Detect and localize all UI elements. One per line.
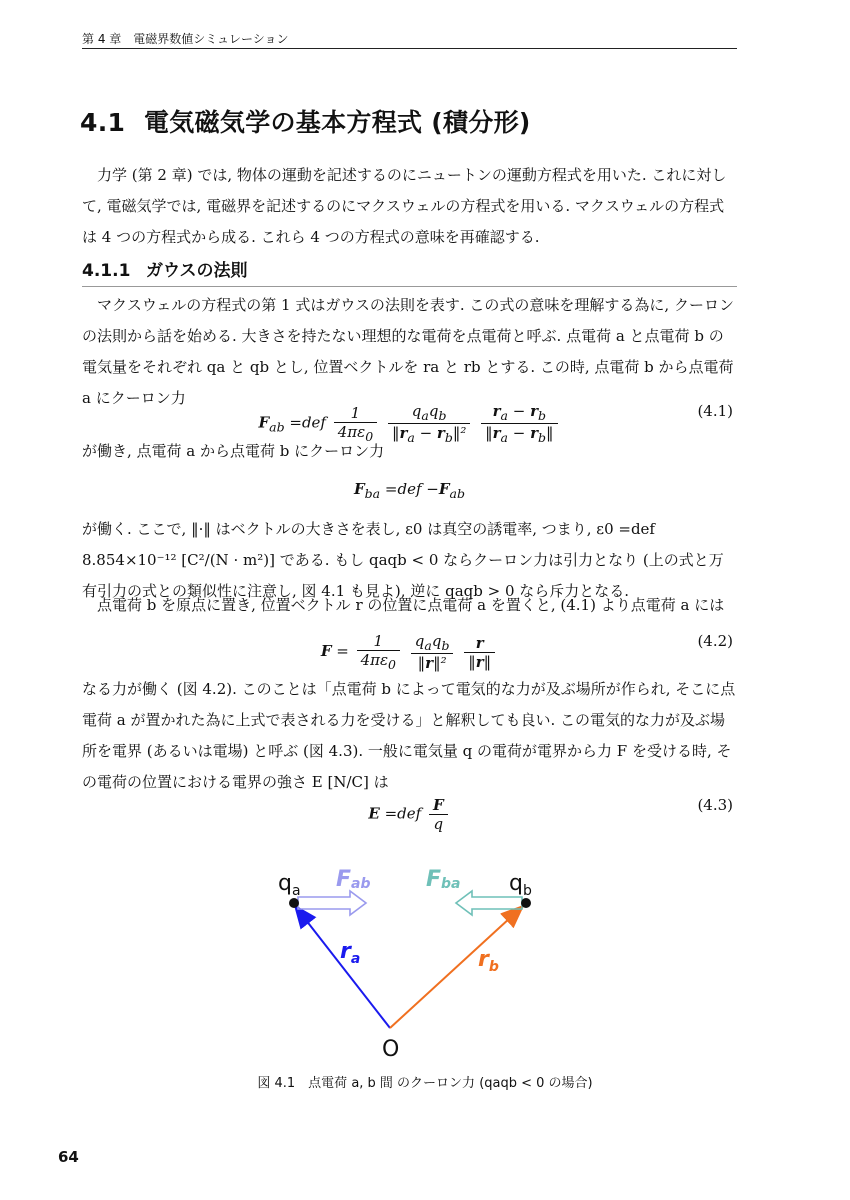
running-head: 第 4 章 電磁界数値シミュレーション — [82, 32, 289, 46]
equation-number: (4.1) — [697, 402, 733, 420]
figure-caption: 図 4.1 点電荷 a, b 間 のクーロン力 (qaqb < 0 の場合) — [257, 1076, 593, 1091]
label-origin: O — [382, 1037, 400, 1060]
label-ra: $r_a$ — [340, 939, 361, 967]
section-number: 4.1 — [80, 108, 126, 137]
subsection-number: 4.1.1 — [82, 261, 131, 281]
equation-4-2-body: F = $\frac{1}{4\pi\varepsilon_0}$ $\frac{q_aq_b}{\text{‖r‖²}}$ $\frac{r}{‖r‖}$ — [82, 632, 737, 672]
equation-4-1-body: $F_{ab} =def$ $\frac{1}{4\pi\varepsilon_0}$ $\frac{q_aq_b}{‖r_a - r_b‖^2}$ $\frac{r_a - r_b}{‖r_a - r_b‖}$ — [82, 402, 737, 445]
paragraph-reaction: が働き, 点電荷 a から点電荷 b にクーロン力 — [82, 442, 385, 460]
vector-ra — [295, 906, 390, 1028]
point-charge-b — [521, 898, 531, 908]
header-rule — [82, 48, 737, 49]
section-title — [80, 103, 531, 139]
equation-4-3 — [82, 784, 737, 834]
coulomb-force-figure — [0, 860, 850, 1060]
equation-number: (4.2) — [697, 632, 733, 650]
equation-number: (4.3) — [697, 796, 733, 814]
equation-fba: $F_{ba} =def -F_{ab}$ — [354, 480, 465, 501]
page-number: 64 — [58, 1148, 79, 1166]
label-fba: Fba — [426, 867, 461, 892]
point-charge-a — [289, 898, 299, 908]
label-fab: Fab — [336, 867, 371, 892]
intro-paragraph: 力学 (第 2 章) では, 物体の運動を記述するのにニュートンの運動方程式を用いた. これに対して, 電磁気学では, 電磁界を記述するのにマクスウェルの方程式を用いる. マクスウェルの方程式は 4 つの方程式から成る. これら 4 つの方程式の意味を再確認する. — [82, 166, 727, 246]
paragraph-origin: 点電荷 b を原点に置き, 位置ベクトル r の位置に点電荷 a を置くと, (4.1) より点電荷 a には — [97, 596, 725, 614]
vector-rb — [390, 906, 523, 1028]
subsection-title — [82, 256, 248, 281]
paragraph-field: なる力が働く (図 4.2). このことは「点電荷 b によって電気的な力が及ぶ場所が作られ, そこに点電荷 a が置かれた為に上式で表される力を受ける」と解釈しても良い. この電気的な力が及ぶ場所を電界 (あるいは電場) と呼ぶ (図 4.3). 一般に電気量 q の電荷が電界から力 F を受ける時, その電荷の位置における電界の強さ E [N/C] は — [82, 680, 736, 791]
label-qb: $q_b$ — [509, 871, 532, 899]
paragraph-coulomb: マクスウェルの方程式の第 1 式はガウスの法則を表す. この式の意味を理解する為に, クーロンの法則から話を始める. 大きさを持たない理想的な電荷を点電荷と呼ぶ. 点電荷 a と点電荷 b の電気量をそれぞれ qa と qb とし, 位置ベクトルを ra と rb とする. この時, 点電荷 b から点電荷 a にクーロン力 — [82, 296, 734, 407]
label-qa: $q_a$ — [278, 871, 301, 899]
equation-4-3-body: E =def $\frac{F}{q}$ — [82, 796, 737, 833]
subsection-rule — [82, 286, 737, 287]
force-arrow-fab — [298, 891, 366, 915]
section-title-text: 電気磁気学の基本方程式 (積分形) — [144, 108, 531, 137]
equation-4-1 — [82, 390, 737, 445]
label-rb: $r_b$ — [478, 947, 499, 975]
subsection-title-text: ガウスの法則 — [146, 261, 248, 281]
equation-4-2 — [82, 620, 737, 670]
paragraph-permittivity: が働く. ここで, ‖·‖ はベクトルの大きさを表し, ε0 は真空の誘電率, つまり, ε0 =def 8.854×10⁻¹² [C²/(N · m²)] である. もし qaqb < 0 ならクーロン力は引力となり (上の式と万有引力の式との類似性に注意し, 図 4.1 も見よ), 逆に qaqb > 0 なら斥力となる. — [82, 520, 724, 600]
